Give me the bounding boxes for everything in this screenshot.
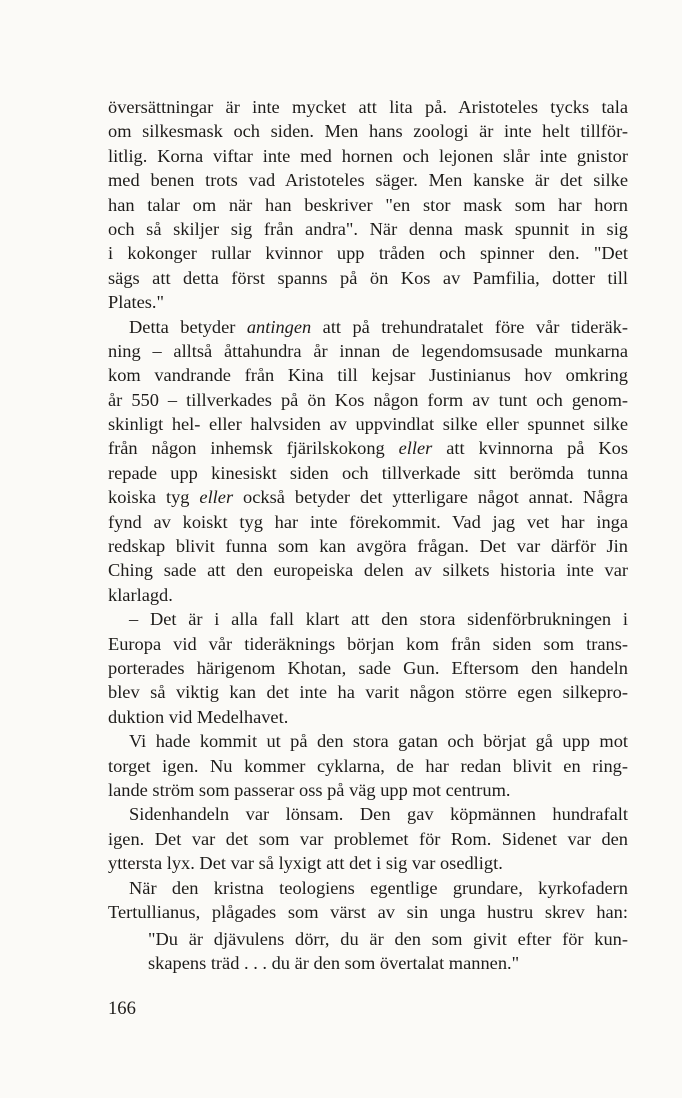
text-line: [108, 900, 628, 924]
text-segment: kom vandrande från Kina till kejsar Justinianus hov omkring: [108, 365, 628, 386]
text-line: [148, 927, 628, 951]
text-line: [108, 827, 628, 851]
page-number: 166: [108, 998, 136, 1019]
text-segment: han talar om när han beskriver "en stor mask som har horn: [108, 194, 628, 215]
text-line: [108, 290, 628, 314]
text-line: [148, 951, 628, 975]
text-segment: litlig. Korna viftar inte med hornen och lejonen slår inte gnistor: [108, 145, 628, 166]
text-line: [108, 217, 628, 241]
text-line: [108, 315, 628, 339]
text-segment: Europa vid vår tideräknings början kom från siden som trans-: [108, 633, 628, 654]
text-segment: – Det är i alla fall klart att den stora sidenförbrukningen i: [129, 609, 628, 630]
text-segment: översättningar är inte mycket att lita på. Aristoteles tycks tala: [108, 97, 628, 117]
text-line: [108, 461, 628, 485]
text-line: [108, 876, 628, 900]
text-line: [108, 778, 628, 802]
text-segment: duktion vid Medelhavet.: [108, 706, 289, 727]
text-line: [108, 339, 628, 363]
text-line: [108, 851, 628, 875]
text-segment: torget igen. Nu kommer cyklarna, de har redan blivit en ring-: [108, 755, 628, 776]
italic-word: antingen: [246, 316, 312, 337]
text-segment: "Du är djävulens dörr, du är den som givit efter för kun-: [148, 929, 628, 949]
text-line: [108, 266, 628, 290]
text-line: [108, 363, 628, 387]
text-line: [108, 607, 628, 631]
italic-word: eller: [398, 438, 433, 459]
text-segment: också betyder det ytterligare något annat. Några: [233, 487, 628, 508]
text-segment: från någon inhemsk fjärilskokong: [108, 438, 399, 459]
text-segment: om silkesmask och siden. Men hans zoologi är inte helt tillför-: [108, 121, 628, 142]
text-segment: med benen trots vad Aristoteles säger. Men kanske är det silke: [108, 170, 628, 191]
text-line: [108, 510, 628, 534]
text-line: [108, 729, 628, 753]
text-line: [108, 680, 628, 704]
text-line: [108, 388, 628, 412]
text-segment: Vi hade kommit ut på den stora gatan och börjat gå upp mot: [129, 731, 628, 752]
text-line: [108, 412, 628, 436]
text-line: [108, 119, 628, 143]
text-segment: Sidenhandeln var lönsam. Den gav köpmännen hundrafalt: [129, 804, 628, 825]
text-line: [108, 144, 628, 168]
text-segment: ning – alltså åttahundra år innan de legendomsusade munkarna: [108, 340, 628, 361]
text-segment: När den kristna teologiens egentlige grundare, kyrkofadern: [129, 877, 628, 898]
text-line: [108, 802, 628, 826]
text-line: [108, 241, 628, 265]
text-line: [108, 534, 628, 558]
text-segment: skinligt hel- eller halvsiden av uppvindlat silke eller spunnet silke: [108, 414, 628, 435]
text-segment: lande ström som passerar oss på väg upp mot centrum.: [108, 779, 511, 800]
text-segment: Plates.": [108, 292, 165, 313]
italic-word: eller: [199, 487, 234, 508]
text-segment: klarlagd.: [108, 584, 173, 605]
text-line: [108, 632, 628, 656]
text-segment: Detta betyder: [129, 316, 247, 337]
text-line: [108, 193, 628, 217]
text-line: [108, 583, 628, 607]
text-segment: yttersta lyx. Det var så lyxigt att det i sig var osedligt.: [108, 853, 503, 874]
text-segment: och så skiljer sig från andra". När denna mask spunnit in sig: [108, 218, 628, 239]
body-text: [108, 95, 628, 924]
text-segment: att kvinnorna på Kos: [432, 438, 628, 459]
text-segment: igen. Det var det som var problemet för Rom. Sidenet var den: [108, 828, 628, 849]
text-segment: att på trehundratalet före vår tideräk-: [311, 316, 628, 337]
text-segment: koiska tyg: [108, 487, 200, 508]
text-segment: skapens träd . . . du är den som övertalat mannen.": [148, 953, 520, 974]
text-line: [108, 656, 628, 680]
text-line: [108, 95, 628, 119]
text-line: [108, 436, 628, 460]
text-segment: porterades härigenom Khotan, sade Gun. Eftersom den handeln: [108, 657, 628, 678]
text-line: [108, 168, 628, 192]
text-segment: sägs att detta först spanns på ön Kos av Pamfilia, dotter till: [108, 267, 628, 288]
text-line: [108, 754, 628, 778]
text-segment: repade upp kinesiskt siden och tillverkade sitt berömda tunna: [108, 462, 628, 483]
block-quote: [148, 927, 628, 976]
text-segment: år 550 – tillverkades på ön Kos någon form av tunt och genom-: [108, 389, 628, 410]
text-segment: Ching sade att den europeiska delen av silkets historia inte var: [108, 560, 628, 581]
text-segment: redskap blivit funna som kan avgöra frågan. Det var därför Jin: [108, 536, 628, 557]
text-segment: Tertullianus, plågades som värst av sin unga hustru skrev han:: [108, 901, 628, 922]
text-line: [108, 705, 628, 729]
text-segment: i kokonger rullar kvinnor upp tråden och spinner den. "Det: [108, 243, 628, 264]
text-segment: fynd av koiskt tyg har inte förekommit. Vad jag vet har inga: [108, 511, 628, 532]
text-line: [108, 558, 628, 582]
text-line: [108, 485, 628, 509]
text-segment: blev så viktig kan det inte ha varit någon större egen silkepro-: [108, 682, 628, 703]
